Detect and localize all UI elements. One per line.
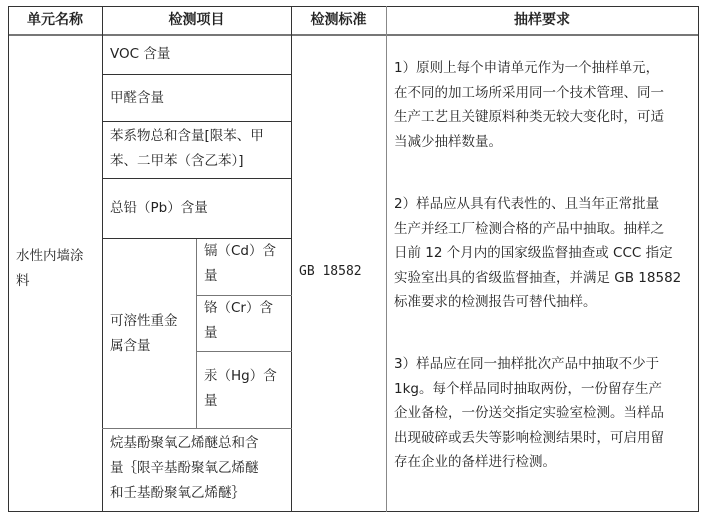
item-voc: VOC 含量 bbox=[110, 46, 171, 62]
requirement-line: 存在企业的备样进行检测。 bbox=[394, 454, 556, 471]
item-line: 苯、二甲苯（含乙苯）] bbox=[110, 153, 244, 169]
item-line: 铬（Cr）含 bbox=[204, 300, 273, 316]
requirement-line: 1）原则上每个申请单元作为一个抽样单元， bbox=[394, 60, 660, 76]
requirement-line: 1kg。每个样品同时抽取两份，一份留存生产 bbox=[394, 380, 662, 397]
item-benzene bbox=[102, 124, 264, 174]
item-mercury bbox=[196, 364, 277, 414]
row-divider bbox=[102, 428, 292, 429]
item-line: 烷基酚聚氧乙烯醚总和含 bbox=[110, 435, 259, 451]
header-divider bbox=[8, 34, 699, 36]
header-sampling-requirement: 抽样要求 bbox=[514, 12, 570, 28]
item-line: 量 bbox=[204, 325, 218, 341]
requirement-line: 出现破碎或丢失等影响检测结果时，可启用留 bbox=[394, 429, 664, 446]
row-divider bbox=[102, 74, 292, 75]
requirement-1 bbox=[394, 56, 664, 154]
requirement-line: 3）样品应在同一抽样批次产品中抽取不少于 bbox=[394, 356, 660, 372]
requirement-line: 标准要求的检测报告可替代抽样。 bbox=[394, 294, 597, 311]
item-alkylphenol-ethoxylates bbox=[102, 431, 259, 506]
table-border-bottom bbox=[8, 511, 699, 512]
unit-name-cell bbox=[8, 244, 102, 294]
requirement-line: 在不同的加工场所采用同一个技术管理、同一 bbox=[394, 84, 664, 101]
item-chromium bbox=[196, 296, 273, 346]
row-divider bbox=[102, 121, 292, 122]
item-line: 量｛限辛基酚聚氧乙烯醚 bbox=[110, 460, 259, 476]
test-standard: GB 18582 bbox=[299, 264, 362, 279]
requirement-line: 2）样品应从具有代表性的、且当年正常批量 bbox=[394, 196, 660, 212]
unit-name-line: 水性内墙涂 bbox=[16, 248, 84, 264]
requirement-3 bbox=[394, 352, 664, 475]
item-line: 量 bbox=[204, 268, 218, 284]
header-unit-name: 单元名称 bbox=[27, 12, 83, 28]
requirement-line: 企业备检，一份送交指定实验室检测。当样品 bbox=[394, 405, 664, 422]
requirement-2 bbox=[394, 192, 681, 315]
requirement-line: 当减少抽样数量。 bbox=[394, 133, 502, 150]
requirement-line: 生产并经工厂检测合格的产品中抽取。抽样之 bbox=[394, 220, 664, 237]
item-line: 苯系物总和含量[限苯、甲 bbox=[110, 128, 264, 144]
row-divider bbox=[102, 178, 292, 179]
row-divider bbox=[196, 351, 292, 352]
item-line: 可溶性重金 bbox=[110, 313, 178, 329]
requirement-line: 生产工艺且关键原料种类无较大变化时，可适 bbox=[394, 109, 664, 126]
table-border-right bbox=[698, 6, 699, 512]
item-line: 汞（Hg）含 bbox=[204, 368, 277, 384]
item-line: 属含量 bbox=[110, 338, 151, 354]
item-formaldehyde: 甲醛含量 bbox=[110, 90, 164, 106]
header-test-standard: 检测标准 bbox=[310, 12, 367, 28]
header-test-item: 检测项目 bbox=[168, 12, 225, 28]
requirement-line: 日前 12 个月内的国家级监督抽查或 CCC 指定 bbox=[394, 245, 673, 262]
item-soluble-heavy-metals bbox=[102, 309, 178, 359]
item-lead: 总铅（Pb）含量 bbox=[110, 200, 208, 216]
column-divider bbox=[386, 6, 387, 512]
unit-name-line: 料 bbox=[16, 273, 30, 289]
item-cadmium bbox=[196, 239, 276, 289]
requirement-line: 实验室出具的省级监督抽查，并满足 GB 18582 bbox=[394, 269, 682, 286]
item-line: 镉（Cd）含 bbox=[204, 243, 276, 259]
item-line: 和壬基酚聚氧乙烯醚｝ bbox=[110, 485, 245, 501]
item-line: 量 bbox=[204, 393, 218, 409]
